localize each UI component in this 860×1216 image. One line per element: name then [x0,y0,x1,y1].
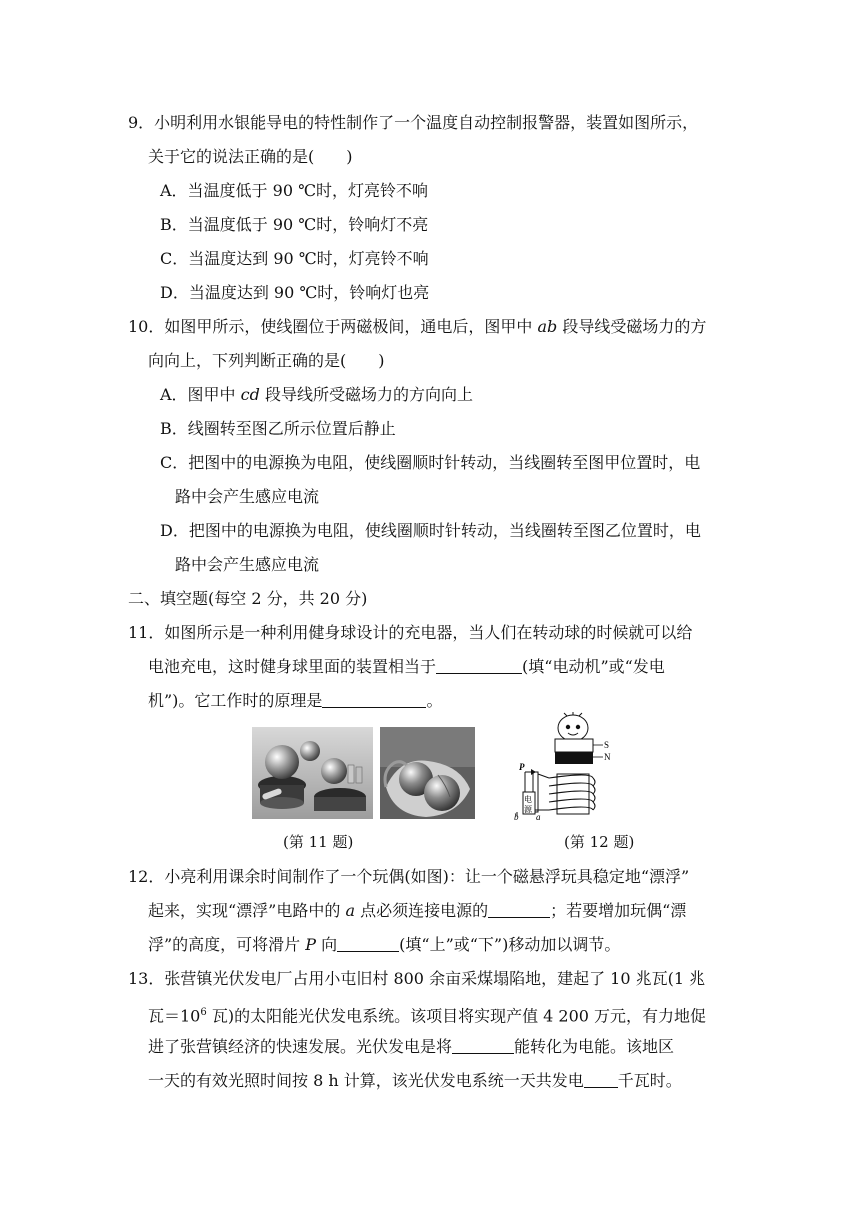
answer-blank[interactable] [322,691,426,708]
q13-text: 千瓦时。 [617,1071,682,1090]
q9-stem-line2: 关于它的说法正确的是( ) [148,147,353,166]
q10-text: 段导线所受磁场力的方向向上 [259,385,473,404]
q9-option-d: D．当温度达到 90 ℃时，铃响灯也亮 [160,283,430,302]
q11-stem-line1: 11．如图所示是一种利用健身球设计的充电器，当人们在转动球的时候就可以给 [128,623,693,642]
q10-text: 10．如图甲所示，使线圈位于两磁极间，通电后，图甲中 [128,317,538,336]
q10-option-b: B．线圈转至图乙所示位置后静止 [160,419,396,438]
q12-stem-line2 [148,900,686,922]
q10-option-d-line1: D．把图中的电源换为电阻，使线圈顺时针转动，当线圈转至图乙位置时，电 [160,521,701,540]
hand-holding-balls-photo [380,727,475,819]
q11-text: 电池充电，这时健身球里面的装置相当于 [148,657,437,676]
q9-stem-line1: 9．小明利用水银能导电的特性制作了一个温度自动控制报警器，装置如图所示， [128,113,699,132]
answer-blank[interactable] [436,657,522,674]
q10-stem-line1 [128,316,706,338]
q12-text: (填“上”或“下”)移动加以调节。 [399,935,621,954]
q12-stem-line1: 12．小亮利用课余时间制作了一个玩偶(如图)：让一个磁悬浮玩具稳定地“漂浮” [128,867,690,886]
q13-stem-line2 [148,1002,706,1027]
power-label-2: 源 [524,805,532,814]
q12-point-a: a [345,901,355,920]
q10-option-c-line2: 路中会产生感应电流 [175,487,320,506]
q10-option-a [160,384,473,406]
fitness-ball-charger-photo [252,727,373,819]
q9-option-c: C．当温度达到 90 ℃时，灯亮铃不响 [160,249,429,268]
q13-stem-line3 [148,1036,674,1058]
q11-text: 。 [426,691,443,710]
q10-option-c-line1: C．把图中的电源换为电阻，使线圈顺时针转动，当线圈转至图甲位置时，电 [160,453,701,472]
q13-text: 瓦＝10 [148,1006,201,1026]
q13-exponent: 6 [200,1007,207,1018]
power-label-1: 电 [524,795,532,804]
q11-text: 机”)。它工作时的原理是 [148,691,323,710]
answer-blank[interactable] [337,935,399,952]
figure-11-caption: (第 11 题) [283,833,354,851]
slider-p-label: P [519,762,525,772]
south-pole-label: S [604,740,610,750]
answer-blank[interactable] [452,1037,514,1054]
q11-stem-line3 [148,690,442,712]
q13-text: 能转化为电能。该地区 [514,1037,675,1056]
q9-option-a: A．当温度低于 90 ℃时，灯亮铃不响 [160,181,428,200]
q9-option-b: B．当温度低于 90 ℃时，铃响灯不亮 [160,215,429,234]
q10-option-d-line2: 路中会产生感应电流 [175,555,320,574]
q12-text: 浮”的高度，可将滑片 [148,935,306,954]
q13-text: 进了张营镇经济的快速发展。光伏发电是将 [148,1037,453,1056]
q12-text: 点必须连接电源的 [355,901,489,920]
answer-blank[interactable] [488,901,550,918]
levitation-doll-circuit-diagram [505,712,635,824]
q10-segment-ab: ab [537,317,558,336]
q13-stem-line4 [148,1070,682,1092]
q10-text: A．图甲中 [160,385,241,404]
q10-text: 段导线受磁场力的方 [557,317,707,336]
q12-stem-line3 [148,934,620,956]
q13-text: 瓦)的太阳能光伏发电系统。该项目将实现产值 4 200 万元，有力地促 [206,1006,707,1026]
answer-blank[interactable] [584,1071,618,1088]
q12-text: 起来，实现“漂浮”电路中的 [148,901,346,920]
terminal-a-label: a [536,812,541,822]
q12-slider-p: P [305,935,317,954]
q11-text: (填“电动机”或“发电 [522,657,665,676]
figure-12-caption: (第 12 题) [564,833,635,851]
q12-text: ；若要增加玩偶“漂 [550,901,687,920]
q10-segment-cd: cd [240,385,260,404]
q13-stem-line1: 13．张营镇光伏发电厂占用小屯旧村 800 余亩采煤塌陷地，建起了 10 兆瓦(1 兆 [128,969,706,988]
q13-text: 一天的有效光照时间按 8 h 计算，该光伏发电系统一天共发电 [148,1071,584,1090]
north-pole-label: N [604,752,611,762]
q12-text: 向 [316,935,338,954]
q10-stem-line2: 向向上，下列判断正确的是( ) [148,351,385,370]
section-heading: 二、填空题(每空 2 分，共 20 分) [128,589,368,608]
q11-stem-line2 [148,656,665,678]
terminal-b-label: b [514,812,519,822]
